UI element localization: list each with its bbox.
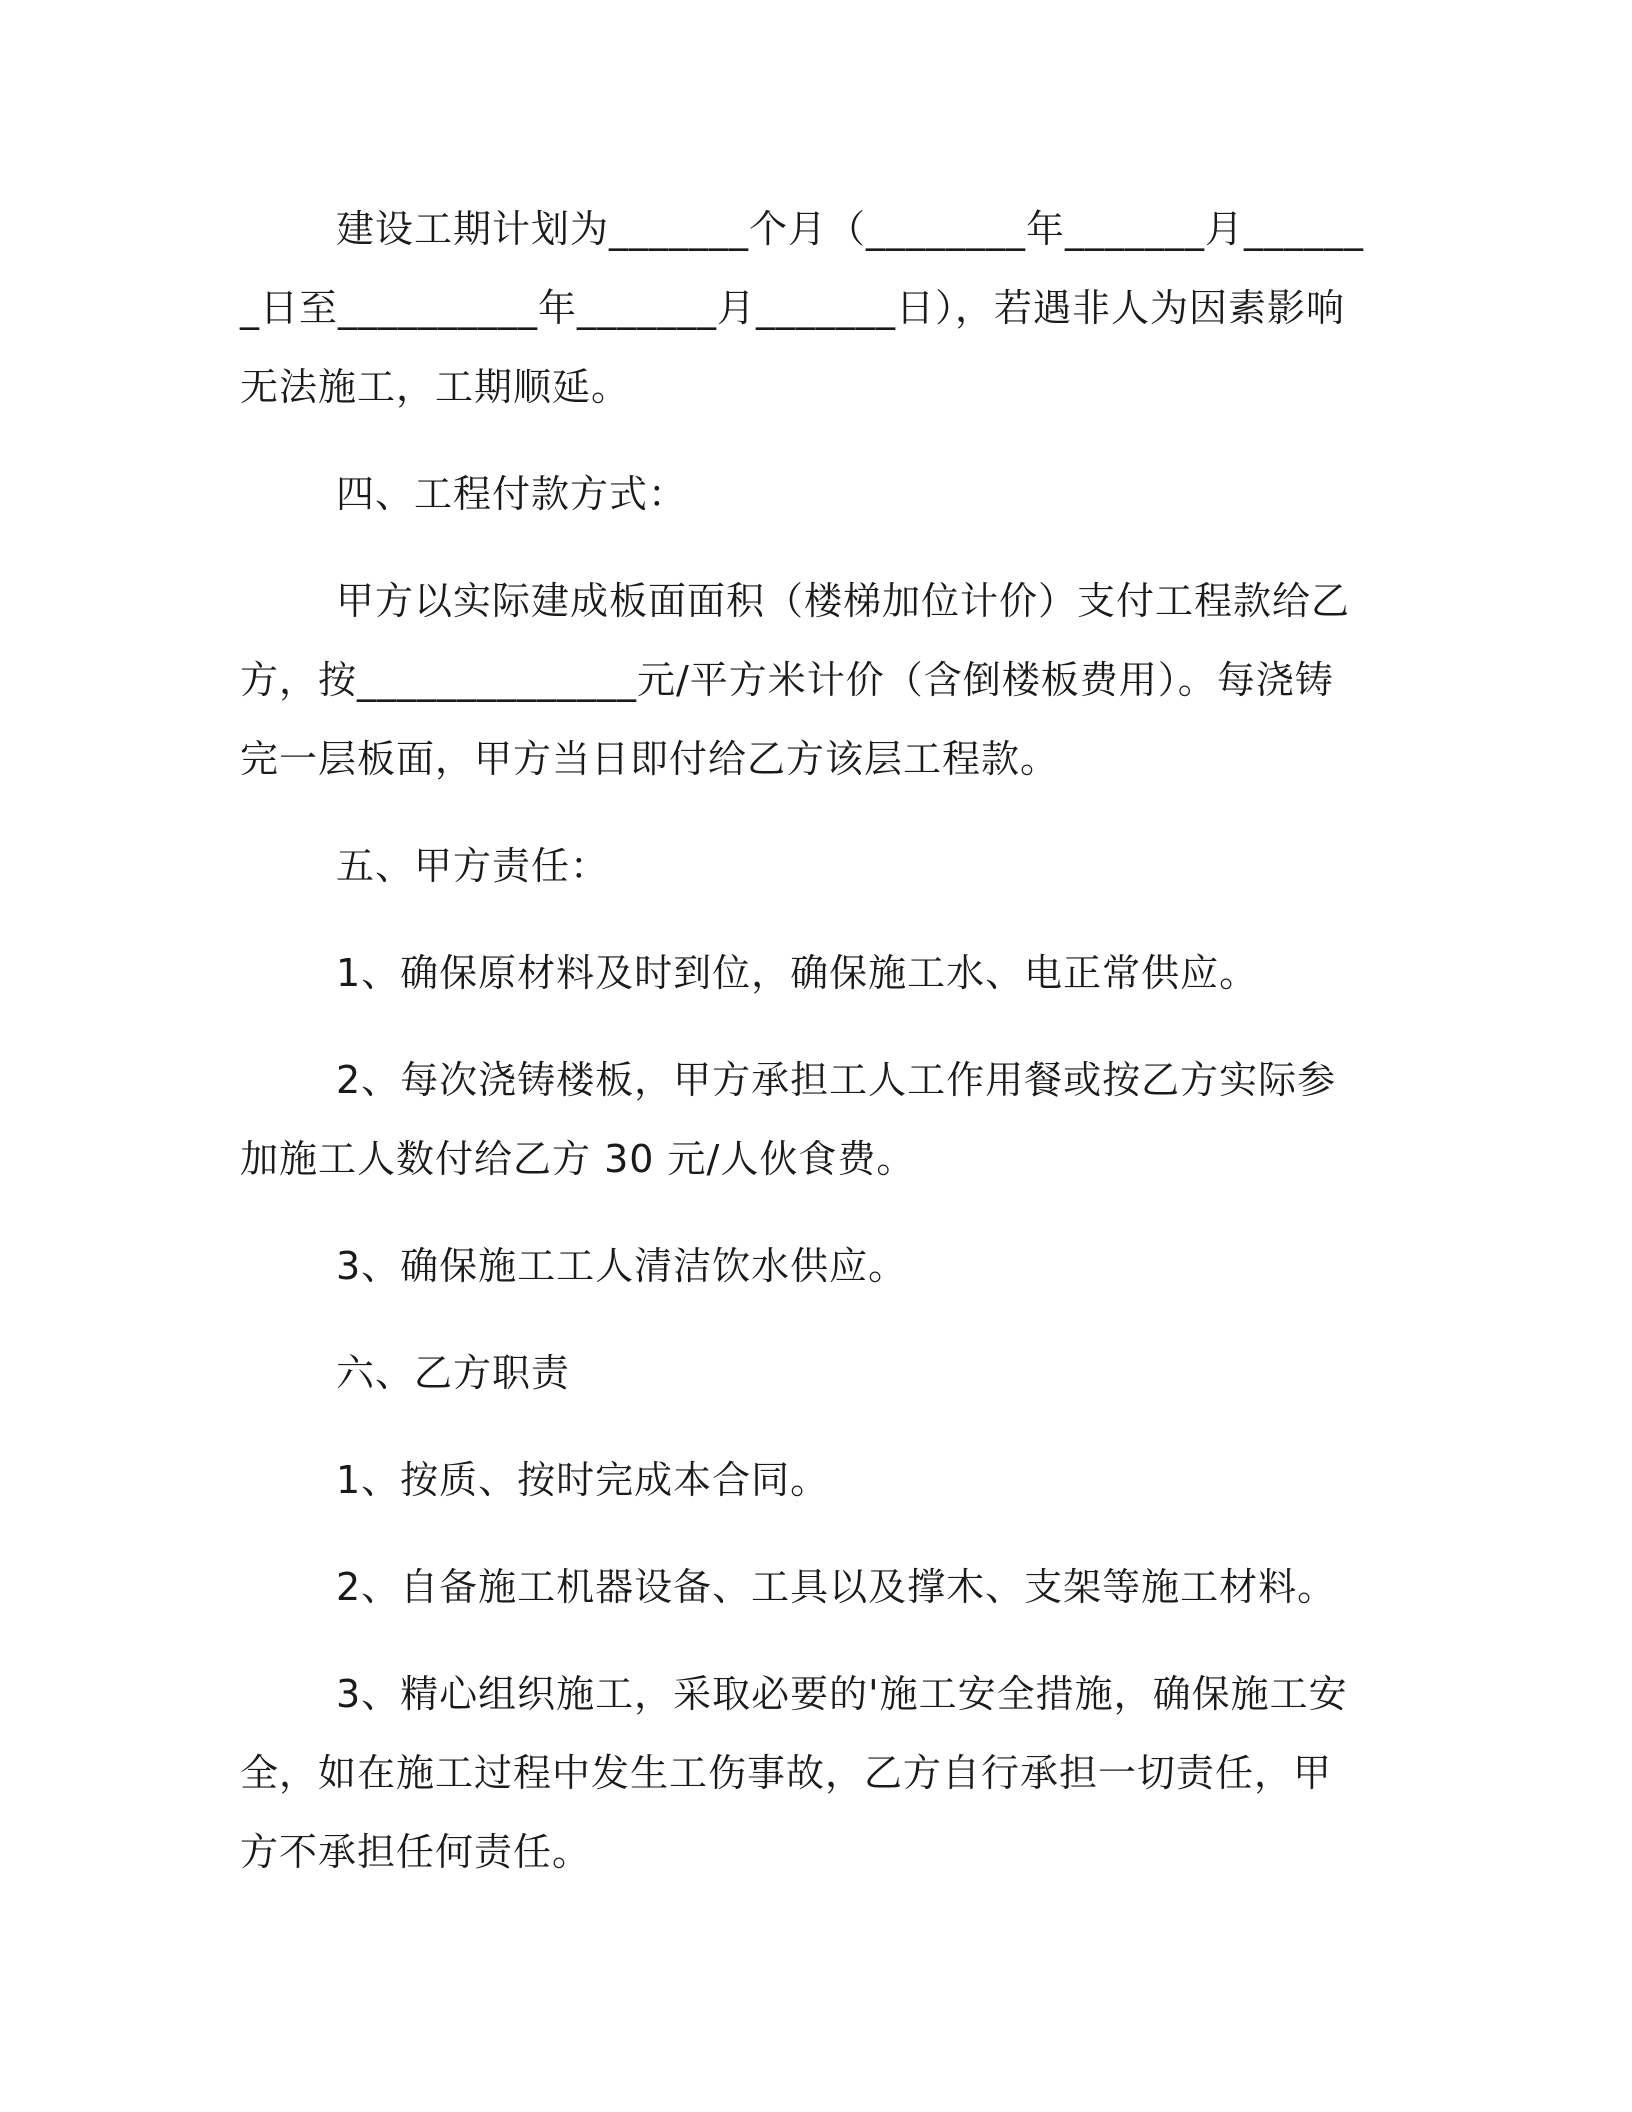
section-heading-party-a: 五、甲方责任： xyxy=(336,844,610,888)
document-page xyxy=(240,190,1365,1920)
section-heading-party-b: 六、乙方职责 xyxy=(336,1351,571,1395)
party-b-item: 2、自备施工机器设备、工具以及撑木、支架等施工材料。 xyxy=(336,1565,1337,1609)
section-heading-payment: 四、工程付款方式： xyxy=(336,472,688,516)
party-b-item: 1、按质、按时完成本合同。 xyxy=(336,1458,830,1502)
party-b-item: 3、精心组织施工，采取必要的'施工安全措施，确保施工安全，如在施工过程中发生工伤事故，乙方自行承担一切责任，甲方不承担任何责任。 xyxy=(240,1672,1348,1874)
party-a-item: 3、确保施工工人清洁饮水供应。 xyxy=(336,1244,908,1288)
party-a-item: 1、确保原材料及时到位，确保施工水、电正常供应。 xyxy=(336,951,1259,995)
paragraph-construction-period: 建设工期计划为_______个月（________年_______月_______日至__________年_______月_______日），若遇非人为因素影响无法施工，工期顺延。 xyxy=(240,207,1365,409)
party-a-item: 2、每次浇铸楼板，甲方承担工人工作用餐或按乙方实际参加施工人数付给乙方 30 元/人伙食费。 xyxy=(240,1058,1337,1181)
paragraph-payment-terms: 甲方以实际建成板面面积（楼梯加位计价）支付工程款给乙方，按______________元/平方米计价（含倒楼板费用）。每浇铸完一层板面，甲方当日即付给乙方该层工程款。 xyxy=(240,579,1351,781)
